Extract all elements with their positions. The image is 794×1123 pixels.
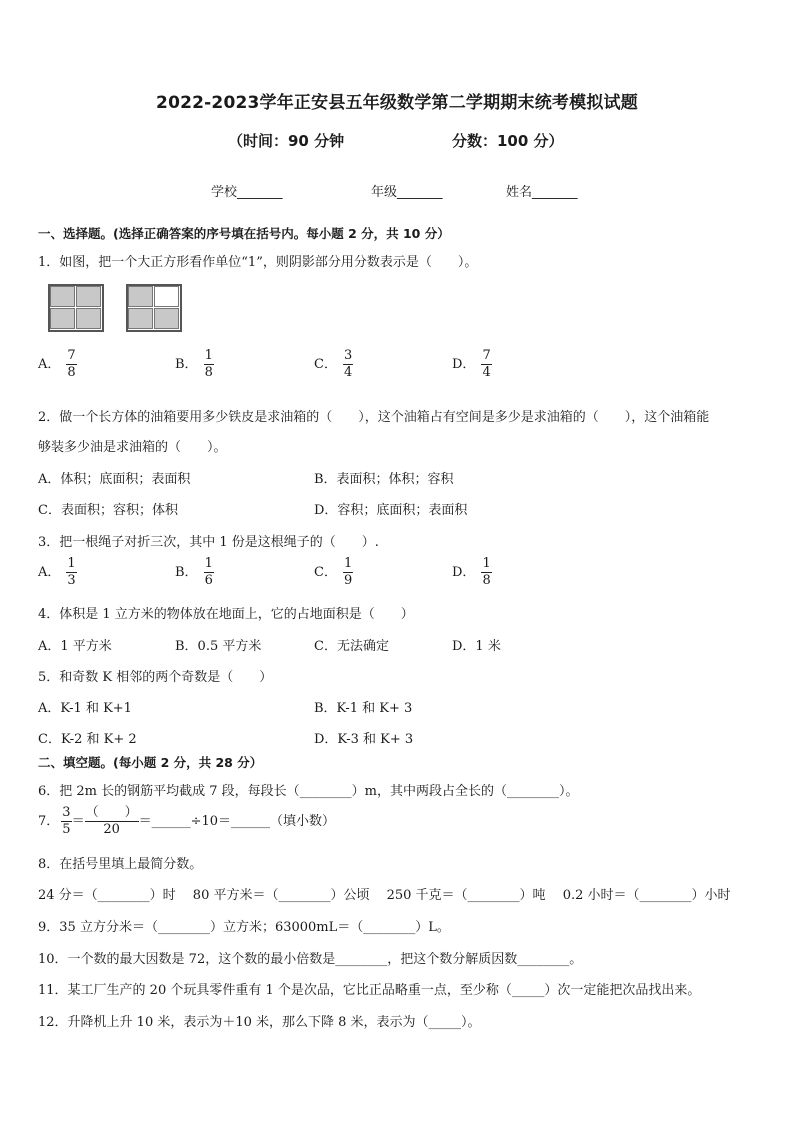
fraction: $\frac{1}{6}$: [204, 556, 213, 588]
exam-time: （时间：90 分钟: [228, 132, 345, 150]
question-2-stem-line1: 2．做一个长方体的油箱要用多少铁皮是求油箱的（ ），这个油箱占有空间是多少是求油箱的（ ），这个油箱能: [38, 410, 710, 425]
question-4-stem: 4．体积是 1 立方米的物体放在地面上，它的占地面积是（ ）: [38, 607, 414, 622]
section-heading-choice: 一、选择题。(选择正确答案的序号填在括号内。每小题 2 分，共 10 分）: [38, 226, 450, 241]
q2-option-b[interactable]: B．表面积；体积；容积: [314, 472, 454, 487]
q4-option-a[interactable]: A．1 平方米: [38, 639, 112, 654]
fraction: $\frac{3}{5}$: [62, 805, 71, 837]
school-field[interactable]: 学校_______: [211, 185, 283, 200]
q2-option-d[interactable]: D．容积；底面积；表面积: [314, 503, 468, 518]
question-7-rest: ＝______÷10＝______（填小数）: [138, 814, 336, 829]
question-11-stem: 11．某工厂生产的 20 个玩具零件重有 1 个是次品，它比正品略重一点，至少称（_____）次一定能把次品找出来。: [38, 983, 701, 998]
question-7: 7． $\frac{3}{5}$ ＝ $\frac{( )}{20}$ ＝______÷10＝______（填小数）: [38, 805, 336, 837]
q1-option-a[interactable]: A． $\frac{7}{8}$: [38, 348, 76, 380]
section-heading-fill: 二、填空题。(每小题 2 分，共 28 分）: [38, 755, 263, 770]
fraction: $\frac{3}{4}$: [343, 348, 353, 380]
q1-option-c[interactable]: C． $\frac{3}{4}$: [314, 348, 353, 380]
fraction: $\frac{1}{3}$: [67, 556, 76, 588]
q4-option-b[interactable]: B．0.5 平方米: [175, 639, 262, 654]
q3-option-c[interactable]: C． $\frac{1}{9}$: [314, 556, 353, 588]
q3-option-b[interactable]: B． $\frac{1}{6}$: [175, 556, 213, 588]
question-8-line: 24 分＝（________）时 80 平方米＝（________）公顷 250 千克＝（________）吨 0.2 小时＝（________）小时: [38, 888, 731, 903]
name-field[interactable]: 姓名_______: [506, 185, 578, 200]
exam-score: 分数：100 分）: [452, 132, 564, 150]
question-8-stem: 8．在括号里填上最简分数。: [38, 857, 203, 872]
question-3-stem: 3．把一根绳子对折三次，其中 1 份是这根绳子的（ ）.: [38, 535, 379, 550]
fraction-blank[interactable]: $\frac{( )}{20}$: [85, 805, 138, 837]
page-title: 2022-2023学年正安县五年级数学第二学期期末统考模拟试题: [156, 93, 638, 113]
question-10-stem: 10．一个数的最大因数是 72，这个数的最小倍数是________，把这个数分解质因数________。: [38, 952, 583, 967]
fraction: $\frac{7}{4}$: [482, 348, 491, 380]
q4-option-d[interactable]: D．1 米: [452, 639, 501, 654]
fraction: $\frac{7}{8}$: [67, 348, 76, 380]
q5-option-d[interactable]: D．K-3 和 K+ 3: [314, 732, 414, 747]
question-9-stem: 9．35 立方分米＝（________）立方米；63000mL＝（________）L。: [38, 920, 450, 935]
q5-option-a[interactable]: A．K-1 和 K+1: [38, 701, 132, 716]
q2-option-a[interactable]: A．体积；底面积；表面积: [38, 472, 191, 487]
q4-option-c[interactable]: C．无法确定: [314, 639, 389, 654]
question-1-stem: 1．如图，把一个大正方形看作单位“1”，则阴影部分用分数表示是（ ）。: [38, 255, 478, 270]
fraction: $\frac{1}{9}$: [343, 556, 353, 588]
question-2-stem-line2: 够装多少油是求油箱的（ ）。: [38, 440, 227, 455]
q3-option-a[interactable]: A． $\frac{1}{3}$: [38, 556, 76, 588]
q1-option-d[interactable]: D． $\frac{7}{4}$: [452, 348, 491, 380]
q2-option-c[interactable]: C．表面积；容积；体积: [38, 503, 178, 518]
q5-option-c[interactable]: C．K-2 和 K+ 2: [38, 732, 137, 747]
q5-option-b[interactable]: B．K-1 和 K+ 3: [314, 701, 413, 716]
question-5-stem: 5．和奇数 K 相邻的两个奇数是（ ）: [38, 670, 273, 685]
figure-three-quarter-square: [126, 284, 182, 332]
fraction: $\frac{1}{8}$: [482, 556, 491, 588]
figure-full-square: [48, 284, 104, 332]
question-12-stem: 12．升降机上升 10 米，表示为＋10 米，那么下降 8 米，表示为（_____）。: [38, 1015, 481, 1030]
q3-option-d[interactable]: D． $\frac{1}{8}$: [452, 556, 491, 588]
question-6-stem: 6．把 2m 长的钢筋平均截成 7 段，每段长（________）m，其中两段占全长的（________）。: [38, 784, 579, 799]
fraction: $\frac{1}{8}$: [204, 348, 213, 380]
grade-field[interactable]: 年级_______: [371, 185, 443, 200]
q1-option-b[interactable]: B． $\frac{1}{8}$: [175, 348, 213, 380]
